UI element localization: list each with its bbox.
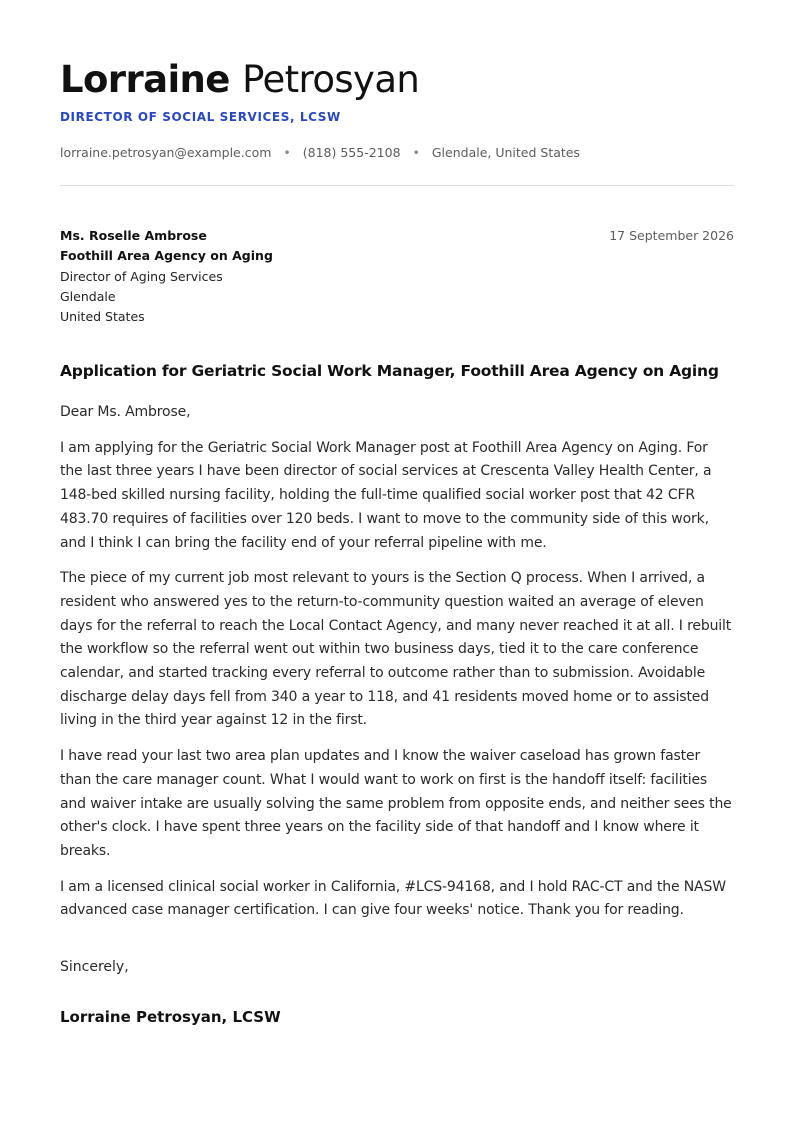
signature: Lorraine Petrosyan, LCSW bbox=[60, 1008, 281, 1026]
contact-separator: • bbox=[283, 145, 291, 160]
contact-phone: (818) 555-2108 bbox=[302, 145, 401, 160]
applicant-first-name: Lorraine bbox=[60, 58, 230, 101]
body-paragraph: The piece of my current job most relevant to yours is the Section Q process. When I arrived, a resident who answered yes to the return-to-community question waited an average of eleven days for the referral to reach the Local Contact Agency, and many never reached it at all. I rebuilt the workflow so the referral went out within two business days, tied it to the care conference calendar, and started tracking every referral to outcome rather than to submission. Avoidable discharge delay days fell from 340 a year to 118, and 41 residents moved home or to assisted living in the third year against 12 in the first. bbox=[60, 570, 732, 729]
recipient-title: Director of Aging Services bbox=[60, 268, 223, 284]
letter-body bbox=[60, 401, 734, 935]
body-paragraph: I am applying for the Geriatric Social Work Manager post at Foothill Area Agency on Aging. For the last three years I have been director of social services at Crescenta Valley Health Center, a 148-bed skilled nursing facility, holding the full-time qualified social worker post that 42 CFR 483.70 requires of facilities over 120 beds. I want to move to the community side of this work, and I think I can bring the facility end of your referral pipeline with me. bbox=[60, 439, 712, 551]
closing: Sincerely, bbox=[60, 959, 129, 975]
contact-email: lorraine.petrosyan@example.com bbox=[60, 145, 272, 160]
applicant-last-name: Petrosyan bbox=[242, 58, 420, 101]
contact-separator: • bbox=[412, 145, 420, 160]
contact-line bbox=[60, 145, 580, 160]
letter-subject: Application for Geriatric Social Work Manager, Foothill Area Agency on Aging bbox=[60, 362, 719, 380]
header-divider bbox=[60, 185, 734, 186]
recipient-organization: Foothill Area Agency on Aging bbox=[60, 248, 273, 264]
recipient-country: United States bbox=[60, 309, 145, 325]
recipient-name: Ms. Roselle Ambrose bbox=[60, 228, 207, 243]
applicant-role: DIRECTOR OF SOCIAL SERVICES, LCSW bbox=[60, 110, 341, 124]
body-paragraph: I am a licensed clinical social worker in California, #LCS-94168, and I hold RAC-CT and the NASW advanced case manager certification. I can give four weeks' notice. Thank you for reading. bbox=[60, 878, 726, 919]
body-paragraph: I have read your last two area plan updates and I know the waiver caseload has grown faster than the care manager count. What I would want to work on first is the handoff itself: facilities and waiver intake are usually solving the same problem from opposite ends, and neither sees the other's clock. I have spent three years on the facility side of that handoff and I know where it breaks. bbox=[60, 748, 732, 859]
recipient-city: Glendale bbox=[60, 288, 116, 304]
contact-location: Glendale, United States bbox=[431, 145, 580, 160]
applicant-name bbox=[60, 56, 419, 104]
recipient-block bbox=[60, 226, 273, 327]
letter-date: 17 September 2026 bbox=[609, 228, 734, 243]
salutation: Dear Ms. Ambrose, bbox=[60, 404, 191, 420]
